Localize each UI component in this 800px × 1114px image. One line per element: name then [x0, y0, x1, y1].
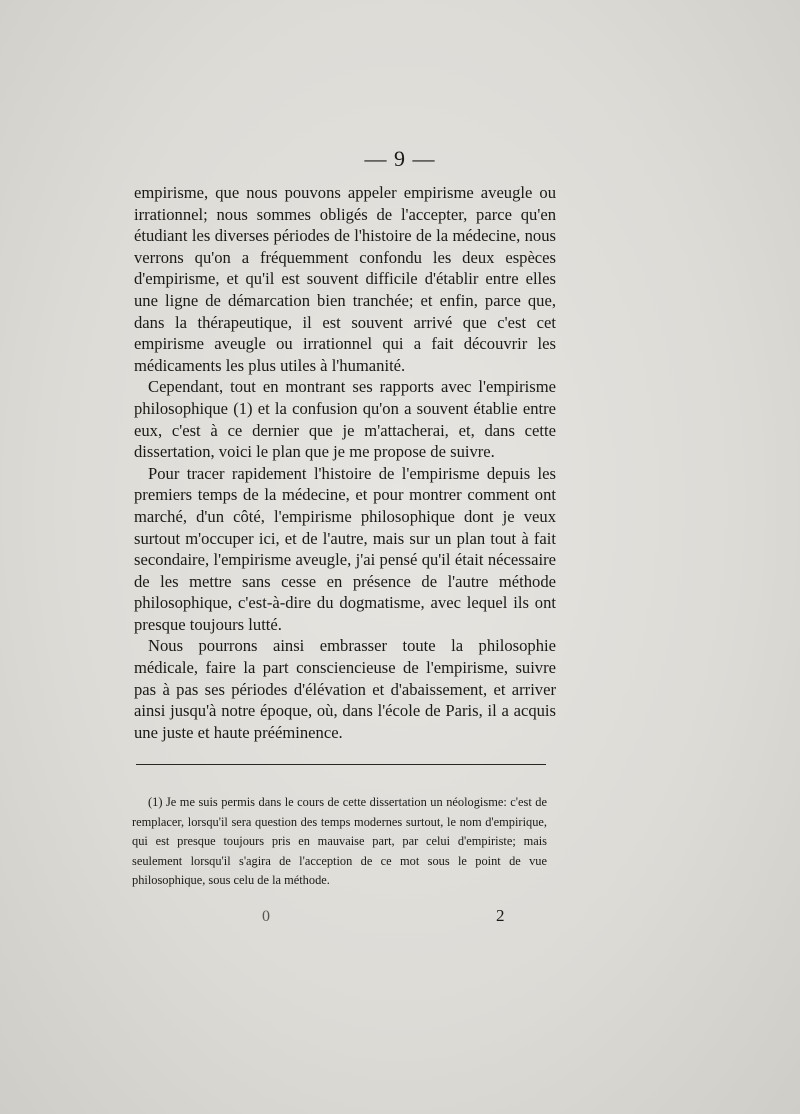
signature-mark-left: 0 [262, 908, 270, 925]
signature-mark-right: 2 [496, 906, 505, 925]
paragraph-1: empirisme, que nous pouvons appeler empirisme aveugle ou irrationnel; nous sommes obligés de l'accepter, parce qu'en étudiant les diverses périodes de l'histoire de la médecine, nous verrons qu'on a fréquemment confondu les deux espèces d'empirisme, et qu'il est souvent difficile d'établir entre elles une ligne de démarcation bien tranchée; et enfin, parce que, dans la thérapeutique, il est souvent arrivé que c'est cet empirisme aveugle ou irrationnel qui a fait découvrir les médicaments les plus utiles à l'humanité. [134, 183, 556, 375]
main-text [134, 182, 556, 743]
paragraph-2: Cependant, tout en montrant ses rapports avec l'empirisme philosophique (1) et la confusion qu'on a souvent établie entre eux, c'est à ce dernier que je m'attacherai, et, dans cette dissertation, voici le plan que je me propose de suivre. [134, 377, 556, 462]
page-number: — 9 — [364, 146, 436, 171]
footnote-separator [136, 764, 546, 765]
footnote [132, 793, 547, 891]
paragraph-3: Pour tracer rapidement l'histoire de l'empirisme depuis les premiers temps de la médecine, et pour montrer comment ont marché, d'un côté, l'empirisme philosophique dont je veux surtout m'occuper ici, et de l'autre, mais sur un plan tout à fait secondaire, l'empirisme aveugle, j'ai pensé qu'il était nécessaire de les mettre sans cesse en présence de l'autre méthode philosophique, c'est-à-dire du dogmatisme, avec lequel ils ont presque toujours lutté. [134, 463, 556, 634]
paragraph-4: Nous pourrons ainsi embrasser toute la philosophie médicale, faire la part consciencieuse de l'empirisme, suivre pas à pas ses périodes d'élévation et d'abaissement, et arriver ainsi jusqu'à notre époque, où, dans l'école de Paris, il a acquis une juste et haute prééminence. [134, 636, 556, 742]
footnote-text: (1) Je me suis permis dans le cours de cette dissertation un néologisme: c'est de remplacer, lorsqu'il sera question des temps modernes surtout, le nom d'empirique, qui est presque toujours pris en mauvaise part, par celui d'empiriste; mais seulement lorsqu'il s'agira de l'acception de ce mot sous le point de vue philosophique, sous celu de la méthode. [132, 795, 547, 888]
